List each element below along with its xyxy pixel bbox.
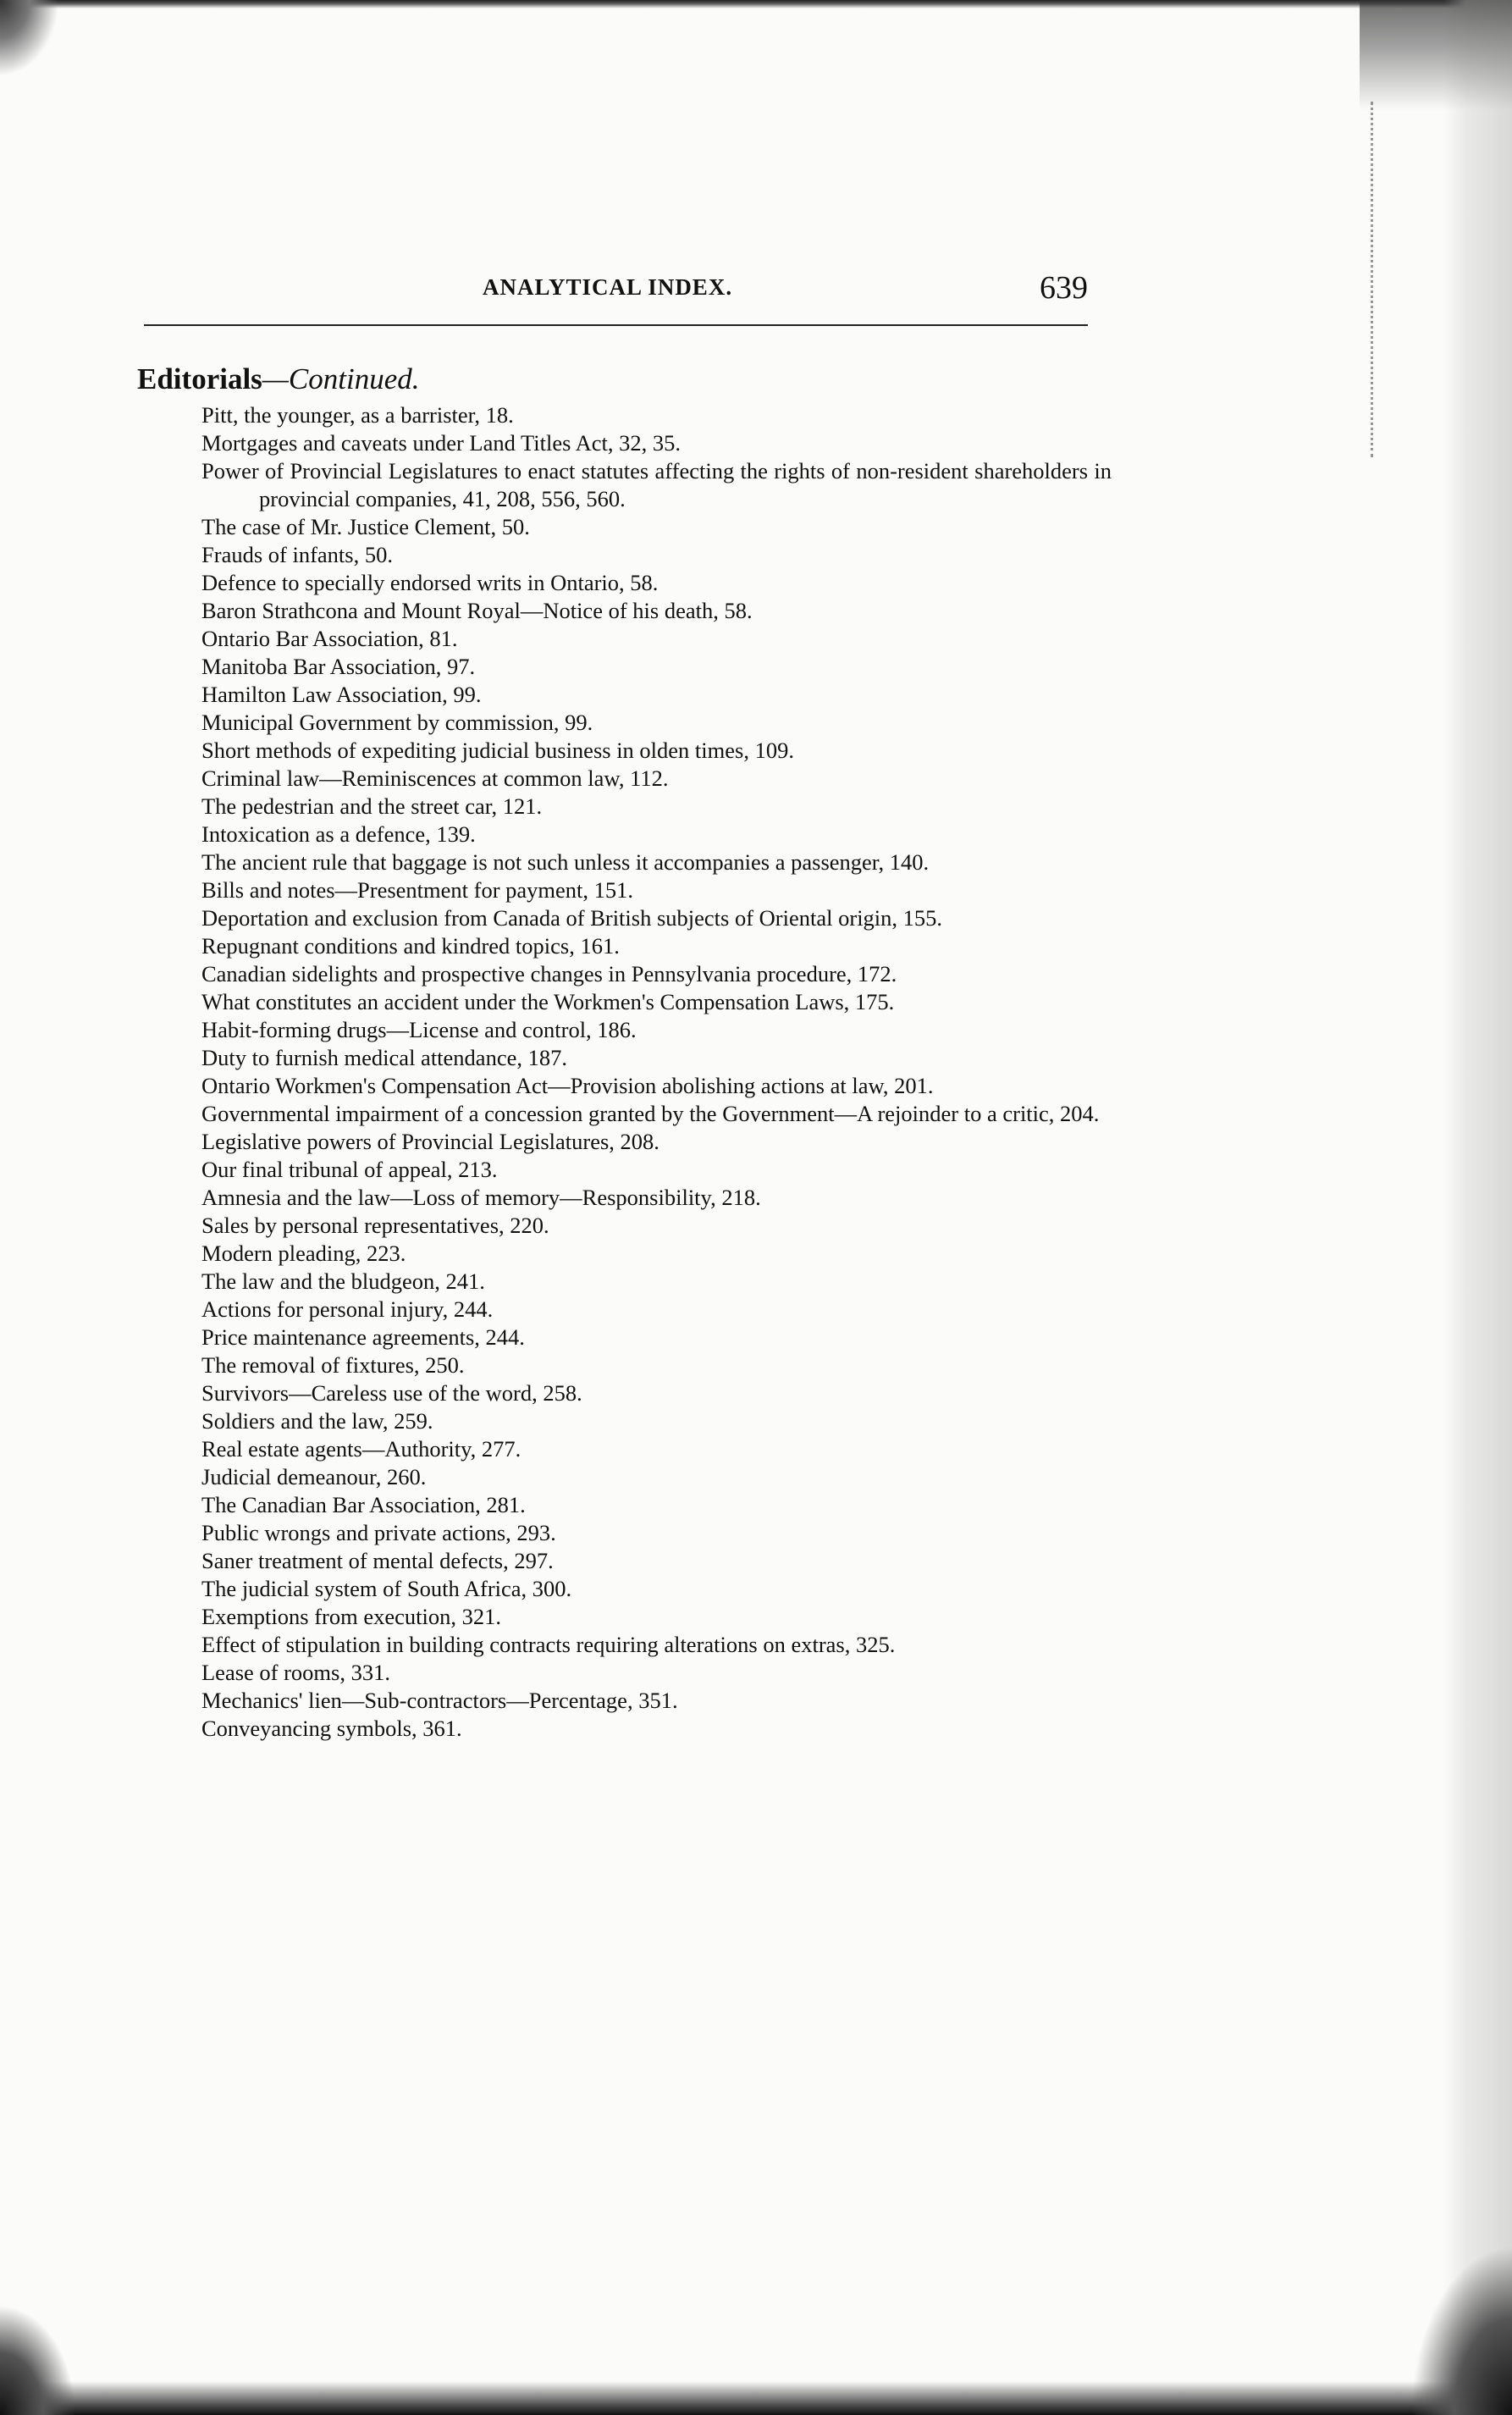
section-heading bbox=[137, 362, 420, 396]
index-entry: Repugnant conditions and kindred topics, 161. bbox=[201, 933, 620, 959]
index-entries-list bbox=[201, 401, 1112, 1743]
index-entry: Lease of rooms, 331. bbox=[201, 1660, 390, 1685]
index-entry: Bills and notes—Presentment for payment, 151. bbox=[201, 877, 634, 903]
scan-corner-bottom-right bbox=[1410, 2246, 1512, 2415]
index-entry: Sales by personal representatives, 220. bbox=[201, 1213, 549, 1238]
scan-corner-top-left bbox=[0, 0, 59, 76]
index-entry: Governmental impairment of a concession granted by the Government—A rejoinder to a critic, 204. bbox=[201, 1101, 1100, 1126]
index-entry: Exemptions from execution, 321. bbox=[201, 1604, 501, 1629]
header-rule bbox=[144, 324, 1088, 326]
scan-edge-right bbox=[1360, 0, 1512, 2415]
index-entry: Public wrongs and private actions, 293. bbox=[201, 1520, 556, 1545]
index-entry: The removal of fixtures, 250. bbox=[201, 1352, 465, 1378]
index-entry: Duty to furnish medical attendance, 187. bbox=[201, 1045, 567, 1070]
index-entry: Survivors—Careless use of the word, 258. bbox=[201, 1380, 582, 1406]
index-entry: The law and the bludgeon, 241. bbox=[201, 1268, 485, 1294]
page-header bbox=[144, 269, 1088, 312]
index-entry: Habit-forming drugs—License and control, 186. bbox=[201, 1017, 637, 1042]
section-continued-label: —Continued. bbox=[262, 362, 420, 395]
index-entry: Real estate agents—Authority, 277. bbox=[201, 1436, 521, 1462]
index-entry: Amnesia and the law—Loss of memory—Responsibility, 218. bbox=[201, 1185, 761, 1210]
scan-edge-bottom bbox=[0, 2381, 1512, 2415]
scan-corner-top-right bbox=[1360, 0, 1512, 110]
index-entry: Soldiers and the law, 259. bbox=[201, 1408, 433, 1434]
index-entry: Mortgages and caveats under Land Titles Act, 32, 35. bbox=[201, 430, 681, 456]
page-number: 639 bbox=[1040, 270, 1088, 306]
scan-corner-bottom-left bbox=[0, 2305, 76, 2415]
running-title: ANALYTICAL INDEX. bbox=[483, 274, 733, 300]
index-entry: What constitutes an accident under the Workmen's Compensation Laws, 175. bbox=[201, 989, 895, 1014]
index-entry: Deportation and exclusion from Canada of British subjects of Oriental origin, 155. bbox=[201, 905, 943, 931]
index-entry: Legislative powers of Provincial Legislatures, 208. bbox=[201, 1129, 659, 1154]
index-entry: Manitoba Bar Association, 97. bbox=[201, 654, 476, 679]
index-entry: Judicial demeanour, 260. bbox=[201, 1464, 427, 1489]
index-entry: Hamilton Law Association, 99. bbox=[201, 682, 482, 707]
index-entry: Municipal Government by commission, 99. bbox=[201, 710, 593, 735]
index-entry: Power of Provincial Legislatures to enact statutes affecting the rights of non-resident shareholders in provincial companies, 41, 208, 556, 560. bbox=[201, 458, 1112, 511]
scan-speckle bbox=[1371, 102, 1377, 457]
index-entry: Baron Strathcona and Mount Royal—Notice of his death, 58. bbox=[201, 598, 753, 623]
index-entry: Ontario Bar Association, 81. bbox=[201, 626, 458, 651]
index-entry: Actions for personal injury, 244. bbox=[201, 1296, 494, 1322]
index-entry: Intoxication as a defence, 139. bbox=[201, 821, 476, 847]
index-entry: Ontario Workmen's Compensation Act—Provision abolishing actions at law, 201. bbox=[201, 1073, 934, 1098]
index-entry: Short methods of expediting judicial business in olden times, 109. bbox=[201, 738, 794, 763]
index-entry: The pedestrian and the street car, 121. bbox=[201, 793, 543, 819]
index-entry: Effect of stipulation in building contracts requiring alterations on extras, 325. bbox=[201, 1632, 896, 1657]
index-entry: The case of Mr. Justice Clement, 50. bbox=[201, 514, 530, 539]
scan-edge-top bbox=[0, 0, 1512, 8]
index-entry: Modern pleading, 223. bbox=[201, 1241, 406, 1266]
index-entry: Frauds of infants, 50. bbox=[201, 542, 393, 567]
index-entry: Saner treatment of mental defects, 297. bbox=[201, 1548, 554, 1573]
index-entry: The judicial system of South Africa, 300. bbox=[201, 1576, 572, 1601]
index-entry: The ancient rule that baggage is not such unless it accompanies a passenger, 140. bbox=[201, 849, 930, 875]
index-entry: Conveyancing symbols, 361. bbox=[201, 1716, 462, 1741]
index-entry: Defence to specially endorsed writs in Ontario, 58. bbox=[201, 570, 659, 595]
index-entry: Criminal law—Reminiscences at common law, 112. bbox=[201, 765, 669, 791]
index-entry: Canadian sidelights and prospective changes in Pennsylvania procedure, 172. bbox=[201, 961, 897, 986]
index-entry: Price maintenance agreements, 244. bbox=[201, 1324, 525, 1350]
index-entry: Mechanics' lien—Sub-contractors—Percentage, 351. bbox=[201, 1688, 678, 1713]
index-entry: Our final tribunal of appeal, 213. bbox=[201, 1157, 498, 1182]
section-heading-word: Editorials bbox=[137, 362, 262, 395]
index-entry: Pitt, the younger, as a barrister, 18. bbox=[201, 402, 514, 428]
index-entry: The Canadian Bar Association, 281. bbox=[201, 1492, 526, 1517]
